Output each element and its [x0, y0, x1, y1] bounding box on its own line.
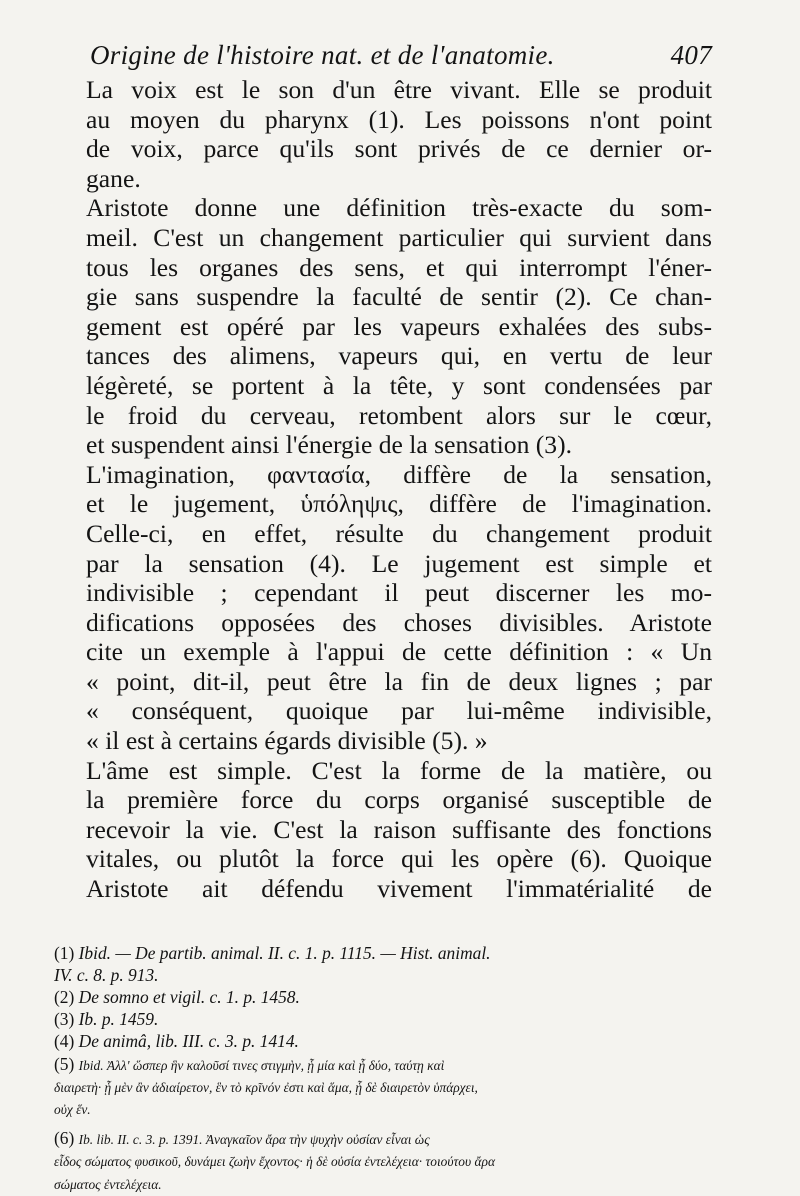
footnote-6 — [54, 1127, 712, 1196]
text-line: gie sans suspendre la faculté de sentir (2). Ce chan- — [86, 282, 712, 312]
main-text — [54, 75, 712, 904]
text-line: au moyen du pharynx (1). Les poissons n'ont point — [86, 104, 712, 134]
footnote-2 — [54, 986, 712, 1008]
text-line: gement est opéré par les vapeurs exhalées des subs- — [86, 311, 712, 341]
footnote-text: σώματος ἐντελέχεια. — [54, 1176, 162, 1192]
text-line: vitales, ou plutôt la force qui les opère (6). Quoique — [86, 844, 712, 874]
text-line: indivisible ; cependant il peut discerner les mo- — [86, 578, 712, 608]
text-line: par la sensation (4). Le jugement est simple et — [86, 548, 712, 578]
footnote-mark: (3) — [54, 1009, 75, 1030]
text-line: gane. — [86, 163, 141, 193]
footnote-mark: (1) — [54, 942, 75, 963]
text-line: cite un exemple à l'appui de cette définition : « Un — [86, 637, 712, 667]
text-line: tances des alimens, vapeurs qui, en vertu de leur — [86, 341, 712, 371]
footnote-text: Ibid. Ἀλλ' ὥσπερ ἣν καλοῦσί τινες στιγμὴν, ᾗ μία καὶ ᾗ δύο, ταύτῃ καὶ — [78, 1057, 445, 1073]
paragraph-sleep — [54, 193, 712, 459]
footnote-5 — [54, 1053, 712, 1122]
text-line: L'âme est simple. C'est la forme de la matière, ou — [86, 755, 712, 785]
running-header — [54, 40, 712, 71]
footnote-text: IV. c. 8. p. 913. — [54, 964, 159, 985]
text-line: La voix est le son d'un être vivant. Elle se produit — [86, 75, 712, 104]
text-line: tous les organes des sens, et qui interrompt l'éner- — [86, 252, 712, 282]
footnote-mark: (6) — [54, 1128, 75, 1149]
text-line: Aristote ait défendu vivement l'immatérialité de — [86, 874, 712, 904]
text-line: meil. C'est un changement particulier qui survient dans — [86, 222, 712, 252]
footnote-1 — [54, 942, 712, 986]
page-number: 407 — [670, 40, 712, 70]
text-line: le froid du cerveau, retombent alors sur le cœur, — [86, 400, 712, 430]
paragraph-soul — [54, 756, 712, 904]
running-title: Origine de l'histoire nat. et de l'anatomie. — [90, 40, 555, 70]
text-line: difications opposées des choses divisibles. Aristote — [86, 607, 712, 637]
footnote-mark: (4) — [54, 1031, 75, 1052]
footnote-text: Ib. p. 1459. — [78, 1009, 159, 1030]
text-line: la première force du corps organisé susceptible de — [86, 785, 712, 815]
footnote-mark: (5) — [54, 1053, 75, 1074]
text-line: légèreté, se portent à la tête, y sont condensées par — [86, 370, 712, 400]
footnote-4 — [54, 1030, 712, 1052]
paragraph-voice — [54, 75, 712, 193]
footnote-text: Ibid. — De partib. animal. II. c. 1. p. 1115. — Hist. animal. — [78, 942, 491, 963]
footnote-3 — [54, 1008, 712, 1030]
footnote-text: οὐχ ἕν. — [54, 1102, 91, 1118]
footnote-text: De somno et vigil. c. 1. p. 1458. — [78, 987, 300, 1008]
text-line: « point, dit-il, peut être la fin de deux lignes ; par — [86, 666, 712, 696]
footnotes — [54, 942, 712, 1196]
paragraph-imagination — [54, 460, 712, 756]
text-line: « il est à certains égards divisible (5). » — [86, 726, 488, 756]
text-line: de voix, parce qu'ils sont privés de ce dernier or- — [86, 134, 712, 164]
text-line: et le jugement, ὑπόληψις, diffère de l'imagination. — [86, 489, 712, 519]
text-line: Celle-ci, en effet, résulte du changement produit — [86, 518, 712, 548]
footnote-mark: (2) — [54, 987, 75, 1008]
footnote-text: De animâ, lib. III. c. 3. p. 1414. — [78, 1031, 299, 1052]
footnote-text: διαιρετὴ· ᾗ μὲν ἂν ἀδιαίρετον, ἓν τὸ κρῖνόν ἐστι καὶ ἅμα, ᾗ δὲ διαιρετὸν ὑπάρχει, — [54, 1079, 478, 1095]
text-line: et suspendent ainsi l'énergie de la sensation (3). — [86, 430, 573, 460]
text-line: Aristote donne une définition très-exacte du som- — [86, 193, 712, 223]
text-line: recevoir la vie. C'est la raison suffisante des fonctions — [86, 814, 712, 844]
footnote-text: εἶδος σώματος φυσικοῦ, δυνάμει ζωὴν ἔχοντος· ἡ δὲ οὐσία ἐντελέχεια· τοιούτου ἄρα — [54, 1154, 495, 1170]
text-line: « conséquent, quoique par lui-même indivisible, — [86, 696, 712, 726]
text-line: L'imagination, φαντασία, diffère de la sensation, — [86, 459, 712, 489]
footnote-text: Ib. lib. II. c. 3. p. 1391. Ἀναγκαῖον ἄρα τὴν ψυχὴν οὐσίαν εἶναι ὡς — [78, 1132, 430, 1148]
